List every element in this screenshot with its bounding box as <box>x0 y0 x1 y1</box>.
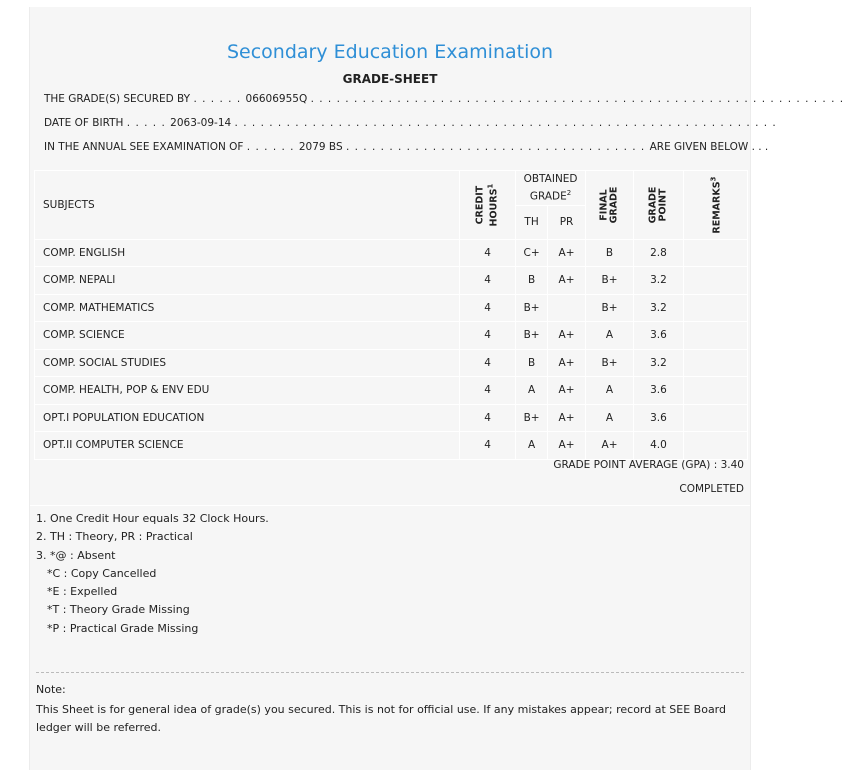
remarks-cell <box>683 267 747 295</box>
grade-point-header: GRADE POINT <box>634 171 684 240</box>
final-grade-cell: A+ <box>586 432 634 460</box>
pr-grade-cell: A+ <box>548 322 586 350</box>
grade-point-cell: 3.6 <box>634 377 684 405</box>
subject-cell: COMP. SCIENCE <box>35 322 460 350</box>
final-grade-cell: A <box>586 377 634 405</box>
table-row <box>35 294 748 322</box>
pr-grade-cell <box>548 294 586 322</box>
subjects-header: SUBJECTS <box>35 171 460 240</box>
status-badge: COMPLETED <box>679 483 744 495</box>
grade-point-cell: 4.0 <box>634 432 684 460</box>
dob-label: DATE OF BIRTH <box>44 117 124 129</box>
credit-cell: 4 <box>460 432 516 460</box>
dob-value: 2063-09-14 <box>170 117 232 129</box>
final-grade-header: FINAL GRADE <box>586 171 634 240</box>
subject-cell: OPT.I POPULATION EDUCATION <box>35 404 460 432</box>
remarks-cell <box>683 294 747 322</box>
table-row <box>35 377 748 405</box>
remarks-header: REMARKS$^3$ <box>683 171 747 240</box>
dashed-divider <box>36 672 744 673</box>
exam-label: IN THE ANNUAL SEE EXAMINATION OF <box>44 141 244 153</box>
subject-cell: COMP. SOCIAL STUDIES <box>35 349 460 377</box>
final-grade-cell: A <box>586 404 634 432</box>
grades-table <box>34 170 748 460</box>
subject-cell: COMP. MATHEMATICS <box>35 294 460 322</box>
credit-cell: 4 <box>460 322 516 350</box>
th-grade-cell: B+ <box>516 322 548 350</box>
remarks-cell <box>683 349 747 377</box>
table-row <box>35 404 748 432</box>
th-grade-cell: B+ <box>516 294 548 322</box>
footnote-absent: 3. *@ : Absent <box>36 548 116 562</box>
page-title: Secondary Education Examination <box>226 41 554 63</box>
credit-cell: 4 <box>460 404 516 432</box>
footnotes <box>36 510 269 638</box>
remarks-cell <box>683 404 747 432</box>
grades-secured-line: THE GRADE(S) SECURED BY . . . . . . 06606955Q . . . . . . . . . . . . . . . . . . . . . . . . . . . . . . . . . . . . . . . . . . . . . . . . . . . . . . . . . . . . . . <box>44 93 844 105</box>
footnote-practical-missing: *P : Practical Grade Missing <box>47 621 199 635</box>
symbol-number: 06606955Q <box>245 93 308 105</box>
grade-point-cell: 3.6 <box>634 322 684 350</box>
subject-cell: COMP. NEPALI <box>35 267 460 295</box>
pr-grade-cell: A+ <box>548 267 586 295</box>
credit-cell: 4 <box>460 294 516 322</box>
final-grade-cell: B <box>586 239 634 267</box>
note-text: This Sheet is for general idea of grade(s) you secured. This is not for official use. If any mistakes appear; record at SEE Board ledger will be referred. <box>36 703 726 734</box>
th-grade-cell: B <box>516 349 548 377</box>
footnote-credit-hour: 1. One Credit Hour equals 32 Clock Hours. <box>36 512 269 525</box>
credit-hours-header: CREDIT HOURS$^1$ <box>460 171 516 240</box>
grades-secured-label: THE GRADE(S) SECURED BY <box>44 93 191 105</box>
gpa-value: GRADE POINT AVERAGE (GPA) : 3.40 <box>553 459 744 471</box>
final-grade-cell: A <box>586 322 634 350</box>
grade-point-cell: 3.2 <box>634 294 684 322</box>
note-title: Note: <box>36 683 66 696</box>
table-row <box>35 432 748 460</box>
subject-cell: COMP. ENGLISH <box>35 239 460 267</box>
subject-cell: OPT.II COMPUTER SCIENCE <box>35 432 460 460</box>
th-grade-cell: B <box>516 267 548 295</box>
grade-point-cell: 3.6 <box>634 404 684 432</box>
subject-cell: COMP. HEALTH, POP & ENV EDU <box>35 377 460 405</box>
th-grade-cell: B+ <box>516 404 548 432</box>
grade-point-cell: 2.8 <box>634 239 684 267</box>
footnote-copy-cancelled: *C : Copy Cancelled <box>47 566 157 580</box>
th-grade-cell: A <box>516 377 548 405</box>
pr-grade-cell: A+ <box>548 377 586 405</box>
final-grade-cell: B+ <box>586 267 634 295</box>
credit-cell: 4 <box>460 377 516 405</box>
exam-line: IN THE ANNUAL SEE EXAMINATION OF . . . . . . 2079 BS . . . . . . . . . . . . . . . . . . . . . . . . . . . . . . . . . . . ARE GIVEN BELOW . . . <box>44 141 769 153</box>
remarks-cell <box>683 432 747 460</box>
remarks-cell <box>683 322 747 350</box>
grade-point-cell: 3.2 <box>634 349 684 377</box>
table-row <box>35 239 748 267</box>
pr-grade-cell: A+ <box>548 349 586 377</box>
grade-point-cell: 3.2 <box>634 267 684 295</box>
pr-grade-cell: A+ <box>548 239 586 267</box>
pr-header: PR <box>548 205 586 239</box>
table-row <box>35 267 748 295</box>
final-grade-cell: B+ <box>586 294 634 322</box>
th-header: TH <box>516 205 548 239</box>
table-row <box>35 322 748 350</box>
footnote-th-pr: 2. TH : Theory, PR : Practical <box>36 530 193 544</box>
table-row <box>35 349 748 377</box>
credit-cell: 4 <box>460 267 516 295</box>
credit-cell: 4 <box>460 349 516 377</box>
section-divider <box>30 505 750 506</box>
pr-grade-cell: A+ <box>548 404 586 432</box>
footnote-expelled: *E : Expelled <box>47 585 118 599</box>
th-grade-cell: A <box>516 432 548 460</box>
final-grade-cell: B+ <box>586 349 634 377</box>
pr-grade-cell: A+ <box>548 432 586 460</box>
grade-sheet <box>29 7 844 770</box>
remarks-cell <box>683 239 747 267</box>
footnote-theory-missing: *T : Theory Grade Missing <box>47 603 190 617</box>
grade-sheet-heading: GRADE-SHEET <box>342 72 438 86</box>
credit-cell: 4 <box>460 239 516 267</box>
dob-line: DATE OF BIRTH . . . . . 2063-09-14 . . . . . . . . . . . . . . . . . . . . . . . . . . . . . . . . . . . . . . . . . . . . . . . . . . . . . . . . . . . . . . . <box>44 117 777 129</box>
th-grade-cell: C+ <box>516 239 548 267</box>
obtained-grade-header: OBTAINED GRADE$^2$ <box>516 171 586 206</box>
given-below-label: ARE GIVEN BELOW . . . <box>649 141 769 153</box>
exam-year: 2079 BS <box>298 141 343 153</box>
remarks-cell <box>683 377 747 405</box>
